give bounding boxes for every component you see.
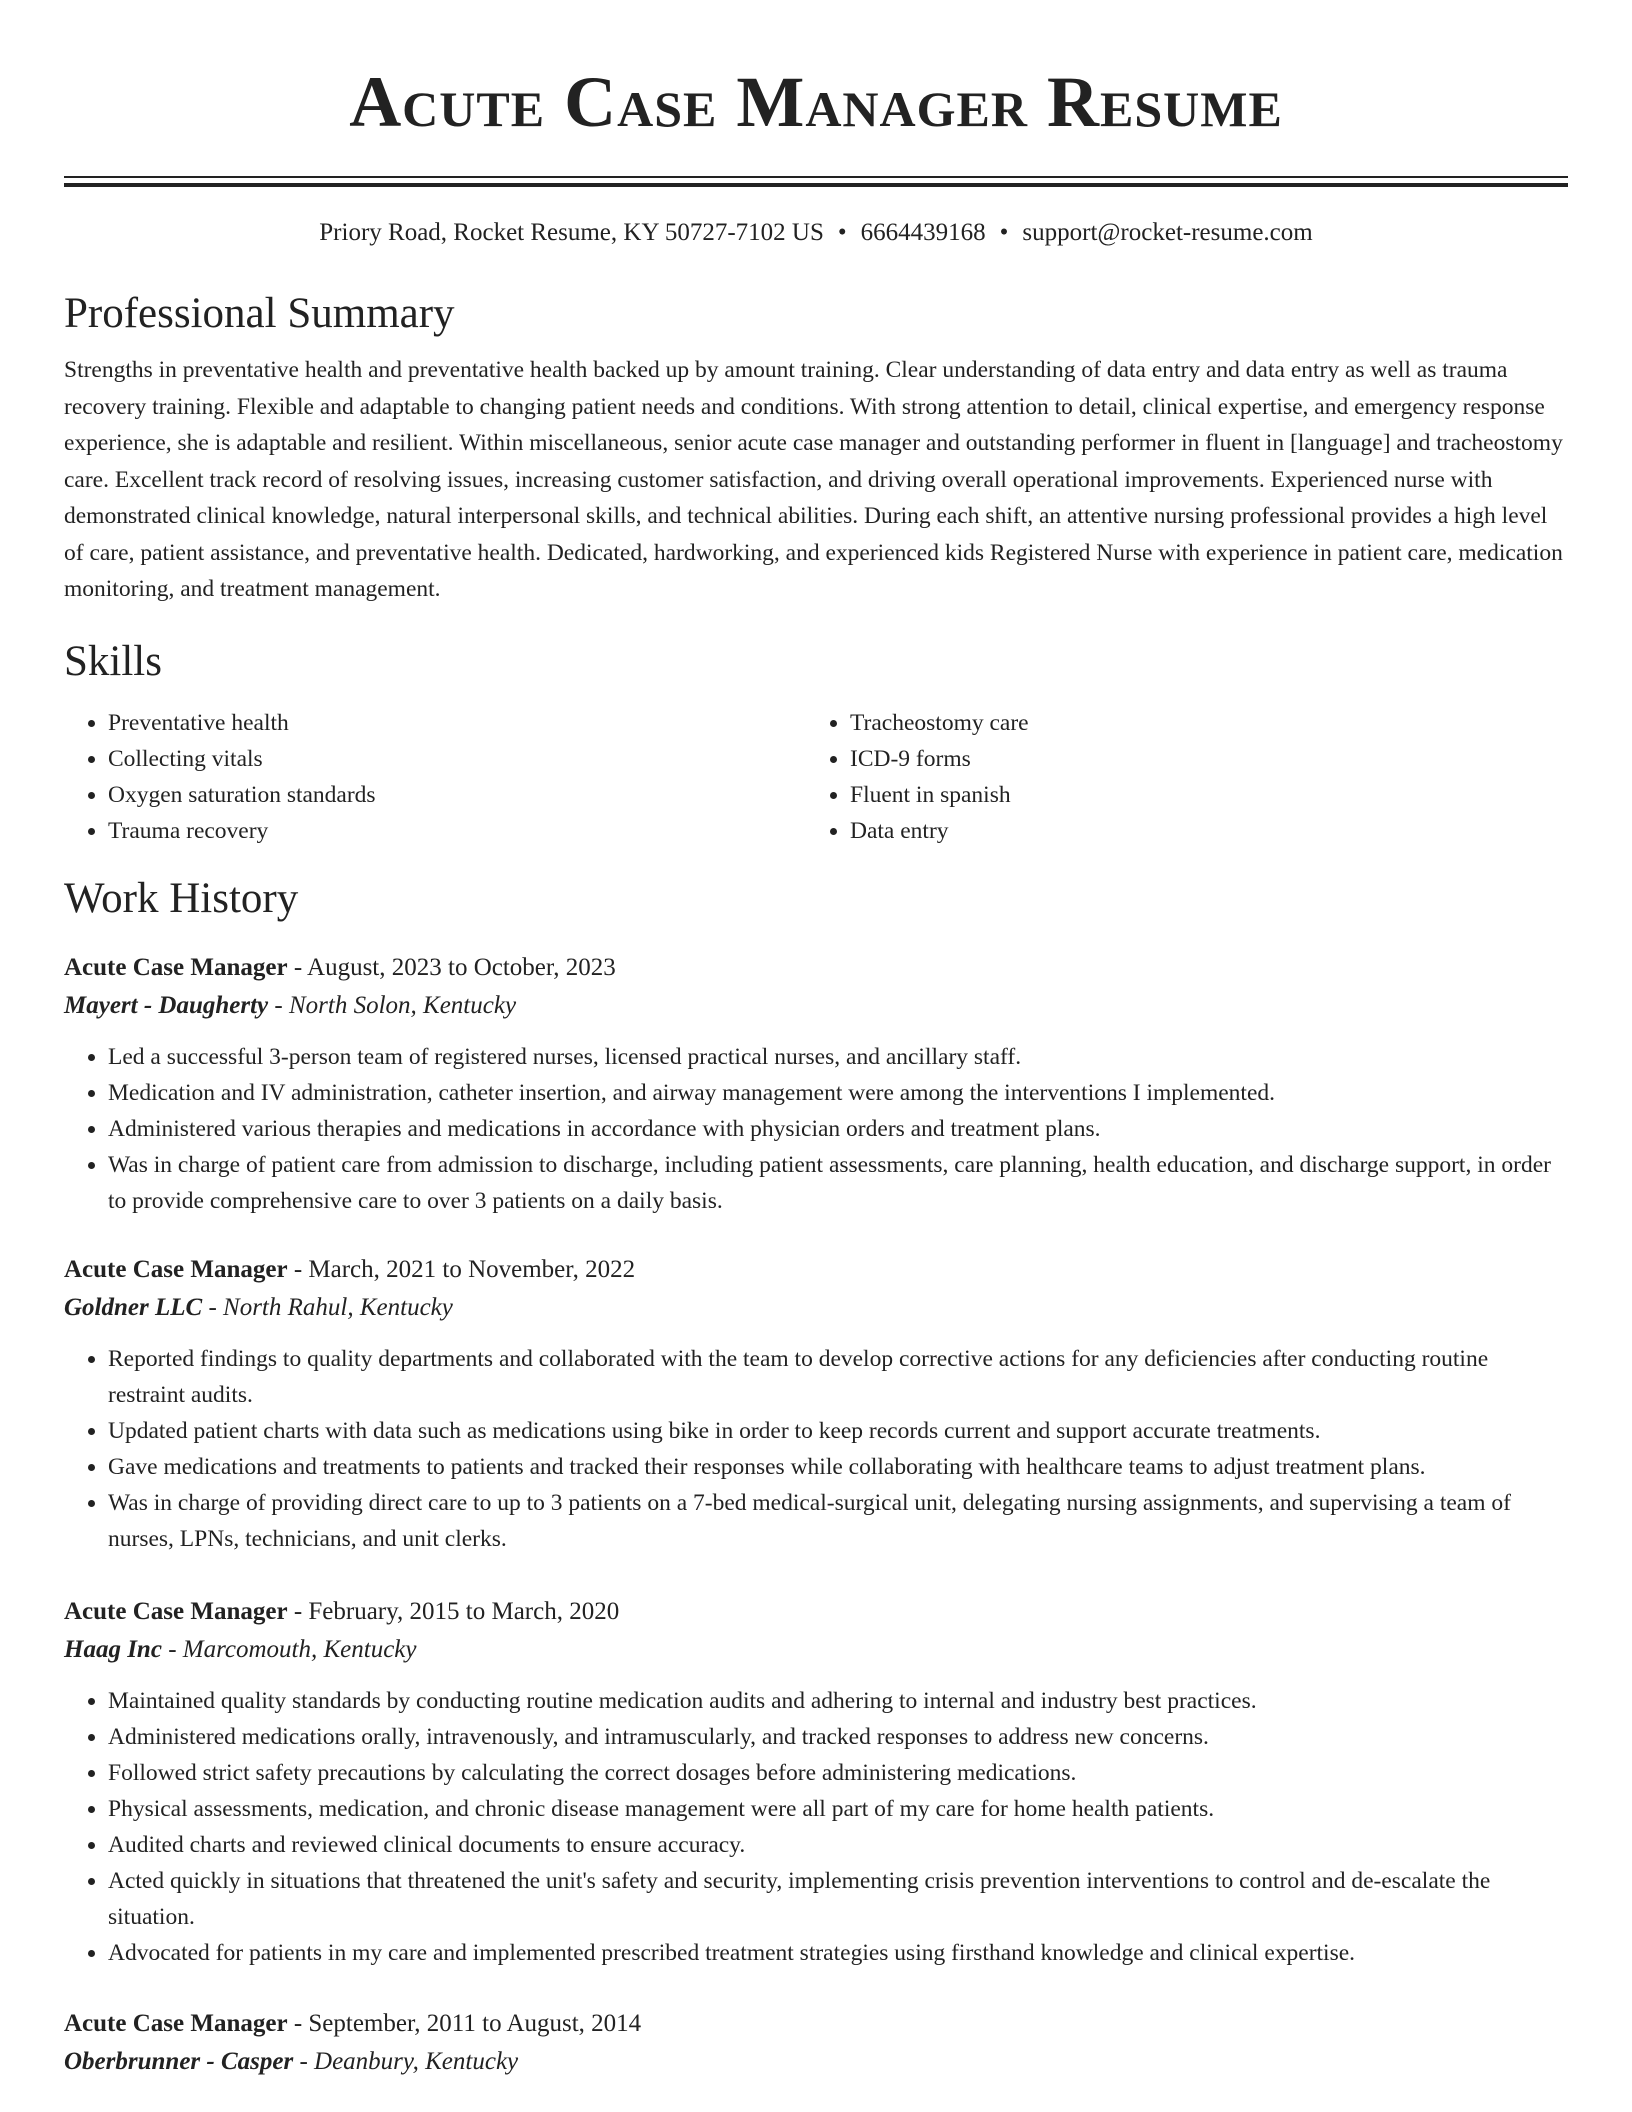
skill-item: • Collecting vitals <box>108 741 806 777</box>
contact-separator: • <box>999 219 1009 246</box>
job-bullet: • Reported findings to quality departments and collaborated with the team to develop corrective actions for any deficiencies after conducting routine restraint audits. <box>108 1341 1568 1413</box>
job-bullet: • Administered medications orally, intravenously, and intramuscularly, and tracked responses to address new concerns. <box>108 1719 1568 1755</box>
job-bullet: • Audited charts and reviewed clinical documents to ensure accuracy. <box>108 1827 1568 1863</box>
company-location: Deanbury, Kentucky <box>314 2047 519 2075</box>
job-dates: March, 2021 to November, 2022 <box>308 1255 636 1283</box>
job-bullet: • Administered various therapies and medications in accordance with physician orders and treatment plans. <box>108 1111 1568 1147</box>
company-line <box>64 987 1568 1025</box>
company-name: Goldner LLC <box>64 1293 203 1321</box>
contact-line <box>64 216 1568 250</box>
job-entry <box>64 1593 1568 1971</box>
resume-title: Acute Case Manager Resume <box>349 62 1283 142</box>
job-title-line <box>64 2005 1568 2043</box>
job-bullet: • Advocated for patients in my care and implemented prescribed treatment strategies using firsthand knowledge and clinical expertise. <box>108 1935 1568 1971</box>
contact-email: support@rocket-resume.com <box>1022 219 1313 246</box>
job-bullet: • Was in charge of patient care from admission to discharge, including patient assessments, care planning, health education, and discharge support, in order to provide comprehensive care to over 3 patients on a daily basis. <box>108 1147 1568 1219</box>
skills-column-right <box>806 705 1548 849</box>
skill-item: • Tracheostomy care <box>850 705 1548 741</box>
skills-heading: Skills <box>64 637 162 685</box>
summary-text: Strengths in preventative health and preventative health backed up by amount training. Clear understanding of data entry and data entry as well as trauma recovery training. Flexible and adaptable to changing patient needs and conditions. With strong attention to detail, clinical expertise, and emergency response experience, she is adaptable and resilient. Within miscellaneous, senior acute case manager and outstanding performer in fluent in [language] and tracheostomy care. Excellent track record of resolving issues, increasing customer satisfaction, and driving overall operational improvements. Experienced nurse with demonstrated clinical knowledge, natural interpersonal skills, and technical abilities. During each shift, an attentive nursing professional provides a high level of care, patient assistance, and preventative health. Dedicated, hardworking, and experienced kids Registered Nurse with experience in patient care, medication monitoring, and treatment management. <box>64 357 1563 602</box>
company-line <box>64 1289 1568 1327</box>
job-bullets <box>64 1039 1568 1219</box>
company-dash: - <box>161 1635 183 1663</box>
job-bullet: • Physical assessments, medication, and chronic disease management were all part of my care for home health patients. <box>108 1791 1568 1827</box>
job-entry <box>64 1251 1568 1557</box>
skills-column-left <box>64 705 806 849</box>
job-dash: - <box>287 2009 309 2037</box>
job-bullet: • Acted quickly in situations that threatened the unit's safety and security, implementing crisis prevention interventions to control and de-escalate the situation. <box>108 1863 1568 1935</box>
job-dash: - <box>287 1597 309 1625</box>
job-title-line <box>64 1593 1568 1631</box>
contact-phone: 6664439168 <box>860 219 986 246</box>
skill-item: • ICD-9 forms <box>850 741 1548 777</box>
job-bullet: • Maintained quality standards by conducting routine medication audits and adhering to internal and industry best practices. <box>108 1683 1568 1719</box>
job-bullet: • Medication and IV administration, catheter insertion, and airway management were among the interventions I implemented. <box>108 1075 1568 1111</box>
job-title: Acute Case Manager <box>64 1597 288 1625</box>
company-name: Mayert - Daugherty <box>64 991 269 1019</box>
job-title-line <box>64 949 1568 987</box>
company-location: North Rahul, Kentucky <box>223 1293 453 1321</box>
skills-list <box>64 705 1568 849</box>
company-line <box>64 2043 1568 2081</box>
company-line <box>64 1631 1568 1669</box>
company-dash: - <box>202 1293 224 1321</box>
company-dash: - <box>268 991 289 1019</box>
company-location: Marcomouth, Kentucky <box>182 1635 417 1663</box>
work-history-heading: Work History <box>64 874 299 922</box>
summary-heading: Professional Summary <box>64 290 455 337</box>
skill-item: • Oxygen saturation standards <box>108 777 806 813</box>
job-bullet: • Was in charge of providing direct care to up to 3 patients on a 7-bed medical-surgical unit, delegating nursing assignments, and supervising a team of nurses, LPNs, technicians, and unit clerks. <box>108 1485 1568 1557</box>
skill-item: • Trauma recovery <box>108 813 806 849</box>
job-entry <box>64 949 1568 1219</box>
job-bullet: • Followed strict safety precautions by calculating the correct dosages before administering medications. <box>108 1755 1568 1791</box>
job-title-line <box>64 1251 1568 1289</box>
job-dates: August, 2023 to October, 2023 <box>307 953 616 981</box>
job-bullet: • Gave medications and treatments to patients and tracked their responses while collaborating with healthcare teams to adjust treatment plans. <box>108 1449 1568 1485</box>
company-location: North Solon, Kentucky <box>288 991 517 1019</box>
company-dash: - <box>293 2047 315 2075</box>
job-entry <box>64 2005 1568 2081</box>
job-dates: September, 2011 to August, 2014 <box>308 2009 642 2037</box>
skill-item: • Data entry <box>850 813 1548 849</box>
skill-item: • Preventative health <box>108 705 806 741</box>
job-title: Acute Case Manager <box>64 2009 288 2037</box>
job-title: Acute Case Manager <box>64 1255 288 1283</box>
job-title: Acute Case Manager <box>64 953 288 981</box>
contact-separator: • <box>837 219 847 246</box>
job-bullet: • Led a successful 3-person team of registered nurses, licensed practical nurses, and ancillary staff. <box>108 1039 1568 1075</box>
job-bullet: • Updated patient charts with data such as medications using bike in order to keep records current and support accurate treatments. <box>108 1413 1568 1449</box>
job-dash: - <box>287 1255 309 1283</box>
job-bullets <box>64 1683 1568 1971</box>
company-name: Haag Inc <box>64 1635 162 1663</box>
job-dash: - <box>287 953 308 981</box>
skill-item: • Fluent in spanish <box>850 777 1548 813</box>
company-name: Oberbrunner - Casper <box>64 2047 294 2075</box>
contact-address: Priory Road, Rocket Resume, KY 50727-7102 US <box>319 219 824 246</box>
title-divider <box>64 176 1568 187</box>
job-bullets <box>64 1341 1568 1557</box>
job-dates: February, 2015 to March, 2020 <box>308 1597 620 1625</box>
